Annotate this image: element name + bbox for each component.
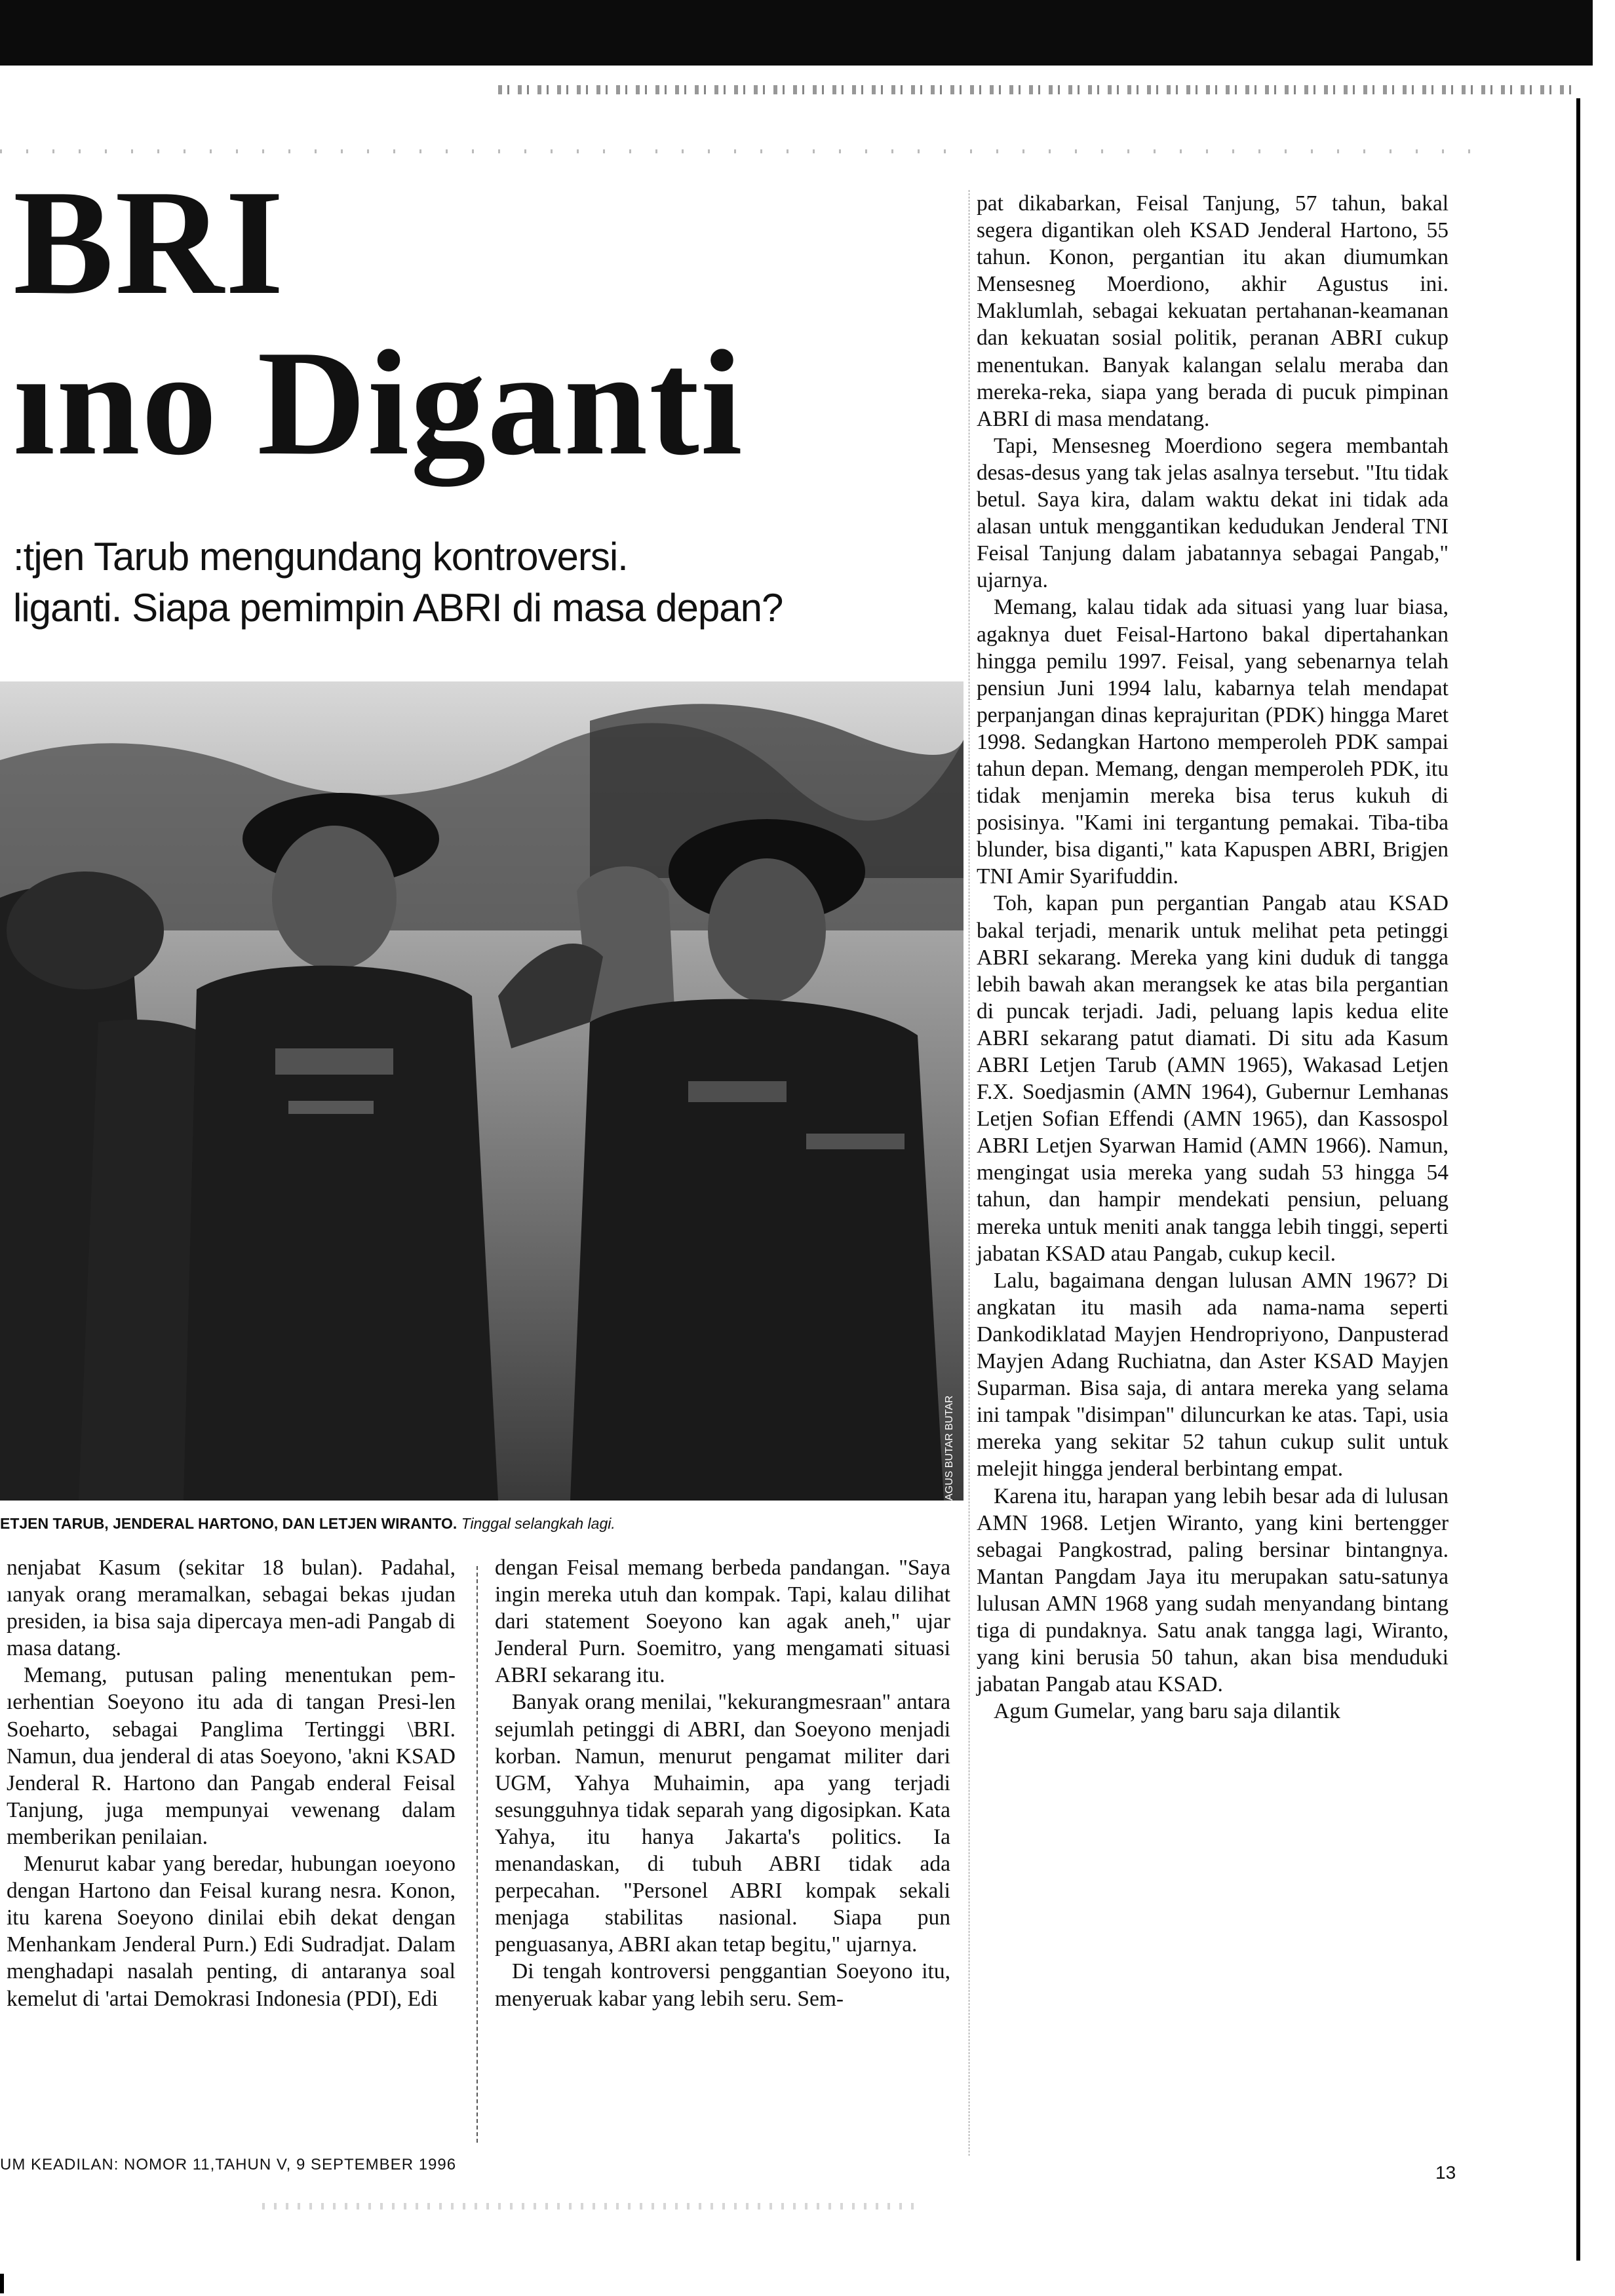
headline-line-2: ıno Diganti <box>13 319 744 486</box>
paragraph: dengan Feisal memang berbeda pandangan. "Saya ingin mereka utuh dan kompak. Tapi, kalau dilihat dari statement Soeyono kan agak aneh," ujar Jenderal Purn. Soemitro, yang mengamati situasi ABRI sekarang itu. <box>495 1556 950 1688</box>
paragraph: Memang, kalau tidak ada situasi yang luar biasa, agaknya duet Feisal-Hartono bakal dipertahankan hingga pemilu 1997. Feisal, yang sebenarnya telah pensiun Juni 1994 lalu, kabarnya telah mendapat perpanjangan dinas keprajuritan (PDK) hingga Maret 1998. Sedangkan Hartono memperoleh PDK sampai tahun depan. Memang, dengan memperoleh PDK, itu tidak menjamin mereka bisa terus kukuh di posisinya. "Kami ini tergantung pemakai. Tiba-tiba blunder, bisa diganti," kata Kapuspen ABRI, Brigjen TNI Amir Syarifuddin. <box>977 595 1449 889</box>
photo-credit: AGUS BUTAR BUTAR <box>944 1395 955 1501</box>
deck-line-2: liganti. Siapa pemimpin ABRI di masa depan? <box>13 586 783 630</box>
publication-footer: UM KEADILAN: NOMOR 11,TAHUN V, 9 SEPTEMBER 1996 <box>0 2156 457 2173</box>
body-column-right <box>977 190 1449 1725</box>
paragraph: Karena itu, harapan yang lebih besar ada di lulusan AMN 1968. Letjen Wiranto, yang kini bertengger sebagai Pangkostrad, paling bersinar bintangnya. Mantan Pangdam Jaya itu merupakan satu-satunya lulusan AMN 1968 yang sudah menyandang bintang tiga di pundaknya. Satu anak tangga lagi, Wiranto, yang kini berusia 50 tahun, akan bisa menduduki jabatan Pangab atau KSAD. <box>977 1483 1449 1697</box>
photo-caption <box>0 1515 963 1533</box>
deck-line-1: :tjen Tarub mengundang kontroversi. <box>13 535 628 579</box>
scan-noise <box>498 85 1573 94</box>
paragraph: Di tengah kontroversi penggantian Soeyono itu, menyeruak kabar yang lebih seru. Sem- <box>495 1959 950 2011</box>
paragraph: Menurut kabar yang beredar, hubungan ıoeyono dengan Hartono dan Feisal kurang nesra. Konon, itu karena Soeyono dinilai ebih dekat dengan Menhankam Jenderal Purn.) Edi Sudradjat. Dalam menghadapi nasalah penting, di antaranya soal kemelut di 'artai Demokrasi Indonesia (PDI), Edi <box>7 1852 456 2011</box>
caption-rest: Tinggal selangkah lagi. <box>461 1515 615 1532</box>
scan-noise <box>0 149 1494 153</box>
paragraph: Agum Gumelar, yang baru saja dilantik <box>994 1699 1340 1724</box>
paragraph: Memang, putusan paling menentukan pem-ıerhentian Soeyono itu ada di tangan Presi-len Soeharto, sebagai Panglima Tertinggi \BRI. Namun, dua jenderal di atas Soeyono, 'akni KSAD Jenderal R. Hartono dan Pangab enderal Feisal Tanjung, juga mempunyai vewenang dalam memberikan penilaian. <box>7 1663 456 1849</box>
body-column-left <box>7 1554 456 2012</box>
paragraph: nenjabat Kasum (sekitar 18 bulan). Padahal, ıanyak orang meramalkan, sebagai bekas ıjudan presiden, ia bisa saja dipercaya men-adi Pangab di masa datang. <box>7 1556 456 1661</box>
paragraph: Toh, kapan pun pergantian Pangab atau KSAD bakal terjadi, menarik untuk melihat peta petinggi ABRI sekarang. Mereka yang kini duduk di tangga lebih bawah akan merangsek ke atas bila pergantian di puncak terjadi. Jadi, peluang lapis kedua elite ABRI sekarang patut diamati. Di situ ada Kasum ABRI Letjen Tarub (AMN 1965), Wakasad Letjen F.X. Soedjasmin (AMN 1964), Gubernur Lemhanas Letjen Sofian Effendi (AMN 1965), dan Kassospol ABRI Letjen Syarwan Hamid (AMN 1966). Namun, mengingat usia mereka yang sudah 53 hingga 54 tahun, dan hampir mendekati pensiun, peluang mereka untuk meniti anak tangga lebih tinggi, seperti jabatan KSAD atau Pangab, cukup kecil. <box>977 891 1449 1266</box>
paragraph: pat dikabarkan, Feisal Tanjung, 57 tahun, bakal segera digantikan oleh KSAD Jenderal Hartono, 55 tahun. Konon, pergantian itu akan diumumkan Mensesneg Moerdiono, akhir Agustus ini. Maklumlah, sebagai kekuatan pertahanan-keamanan dan kekuatan sosial politik, peranan ABRI cukup menentukan. Banyak kalangan selalu meraba dan mereka-reka, siapa yang berada di pucuk pimpinan ABRI di masa mendatang. <box>977 191 1449 431</box>
paragraph: Banyak orang menilai, "kekurangmesraan" antara sejumlah petinggi di ABRI, dan Soeyono menjadi korban. Namun, menurut pengamat militer dari UGM, Yahya Muhaimin, apa yang terjadi sesungguhnya tidak separah yang digosipkan. Kata Yahya, itu hanya Jakarta's politics. Ia menandaskan, di tubuh ABRI tidak ada perpecahan. "Personel ABRI kompak sekali menjaga stabilitas nasional. Siapa pun penguasanya, ABRI akan tetap begitu," ujarnya. <box>495 1690 950 1957</box>
paragraph: Lalu, bagaimana dengan lulusan AMN 1967? Di angkatan itu masih ada nama-nama seperti Dankodiklatad Mayjen Hendropriyono, Danpusterad Mayjen Adang Ruchiatna, dan Aster KSAD Mayjen Suparman. Bisa saja, di antara mereka yang selama ini tampak "disimpan" diluncurkan ke atas. Tapi, usia mereka yang sekitar 52 tahun cukup sulit untuk melejit hingga jenderal berbintang empat. <box>977 1268 1449 1482</box>
scan-mark <box>0 2274 4 2293</box>
body-column-middle <box>495 1554 950 2012</box>
photo-illustration <box>0 681 963 1501</box>
caption-lead: ETJEN TARUB, JENDERAL HARTONO, DAN LETJEN WIRANTO. <box>0 1515 457 1532</box>
top-black-bar <box>0 0 1593 66</box>
scan-noise <box>262 2203 918 2210</box>
page-edge <box>1576 98 1580 2261</box>
page-number: 13 <box>1435 2162 1456 2183</box>
paragraph: Tapi, Mensesneg Moerdiono segera membantah desas-desus yang tak jelas asalnya tersebut. "Itu tidak betul. Saya kira, dalam waktu dekat ini tidak ada alasan untuk menggantikan kedudukan Jenderal TNI Feisal Tanjung dalam jabatannya sebagai Pangab," ujarnya. <box>977 433 1449 593</box>
column-divider <box>477 1566 478 2143</box>
headline-line-1: BRI <box>13 159 286 326</box>
news-photo <box>0 681 963 1501</box>
